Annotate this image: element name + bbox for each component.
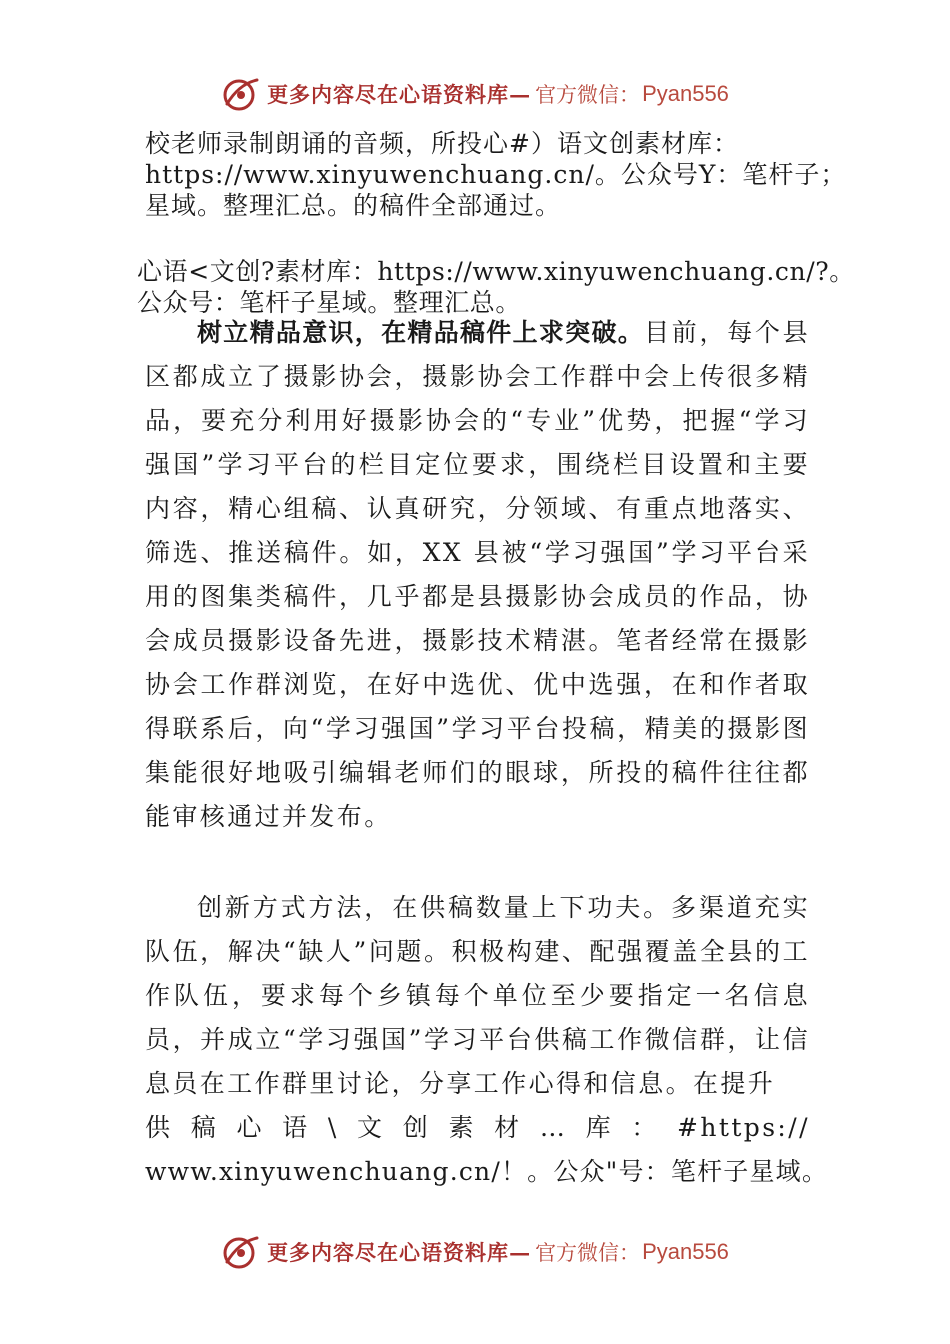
text-line: 星域。整理汇总。的稿件全部通过。 <box>145 191 562 220</box>
watermark-text: 更多内容尽在心语资料库 <box>267 82 510 107</box>
text-line: 公众号：笔杆子星域。整理汇总。 <box>137 288 522 317</box>
spread-token: 素 <box>448 1113 476 1142</box>
watermark-wechat-label: 官方微信： <box>535 83 641 107</box>
ink-brush-logo-icon <box>221 74 261 114</box>
paragraph-body: 目前，每个县区都成立了摄影协会，摄影协会工作群中会上传很多精品，要充分利用好摄影协会的“专业”优势，把握“学习强国”学习平台的栏目定位要求，围绕栏目设置和主要内容，精心组稿、认真研究，分领域、有重点地落实、筛选、推送稿件。如，XX 县被“学习强国”学习平台采用的图集类稿件，几乎都是县摄影协会成员的作品，协会成员摄影设备先进，摄影技术精湛。笔者经常在摄影协会工作群浏览，在好中选优、优中选强，在和作者取得联系后，向“学习强国”学习平台投稿，精美的摄影图集能很好地吸引编辑老师们的眼球，所投的稿件往往都能审核通过并发布。 <box>145 318 810 831</box>
spread-token: 文 <box>357 1113 385 1142</box>
text-line: 校老师录制朗诵的音频，所投心#）语文创素材库： <box>145 129 739 158</box>
paragraph-quantity <box>145 886 829 1194</box>
spread-token: … <box>539 1113 568 1142</box>
header-watermark <box>0 70 950 118</box>
spread-token: 稿 <box>190 1113 219 1142</box>
ink-brush-logo-icon <box>221 1232 261 1272</box>
spread-token: 材 <box>494 1113 522 1142</box>
text-line: 心语<文创?素材库：https://www.xinyuwenchuang.cn/?。 <box>137 257 855 286</box>
paragraph-quality <box>145 311 810 839</box>
spread-token: \ <box>327 1113 339 1142</box>
source-note-block-1 <box>145 128 847 221</box>
spread-token: 心 <box>236 1113 264 1142</box>
watermark-text: 更多内容尽在心语资料库 <box>267 1240 510 1265</box>
source-note-block-2 <box>137 256 855 318</box>
watermark-wechat-label: 官方微信： <box>535 1241 641 1265</box>
spread-token: 创 <box>402 1113 431 1142</box>
watermark-wechat-handle: Pyan556 <box>642 1239 729 1264</box>
watermark-wechat-handle: Pyan556 <box>642 81 729 106</box>
text-line: https://www.xinyuwenchuang.cn/。公众号Y：笔杆子； <box>145 160 847 189</box>
watermark-dash: — <box>509 1239 532 1265</box>
spread-token: 供 <box>145 1113 173 1142</box>
spread-token: 库 <box>585 1113 614 1142</box>
footer-watermark <box>0 1228 950 1276</box>
watermark-dash: — <box>509 81 532 107</box>
text-line: www.xinyuwenchuang.cn/！。公众"号：笔杆子星域。 <box>145 1157 829 1186</box>
spread-token: ： <box>631 1113 659 1142</box>
spread-text-line <box>145 1106 810 1150</box>
spread-token: 语 <box>282 1113 310 1142</box>
paragraph-heading: 树立精品意识，在精品稿件上求突破。 <box>197 318 645 347</box>
spread-token: #https:// <box>677 1113 810 1142</box>
paragraph-body: 创新方式方法，在供稿数量上下功夫。多渠道充实队伍，解决“缺人”问题。积极构建、配强覆盖全县的工作队伍，要求每个乡镇每个单位至少要指定一名信息员，并成立“学习强国”学习平台供稿工作微信群，让信息员在工作群里讨论，分享工作心得和信息。在提升 <box>145 893 810 1098</box>
